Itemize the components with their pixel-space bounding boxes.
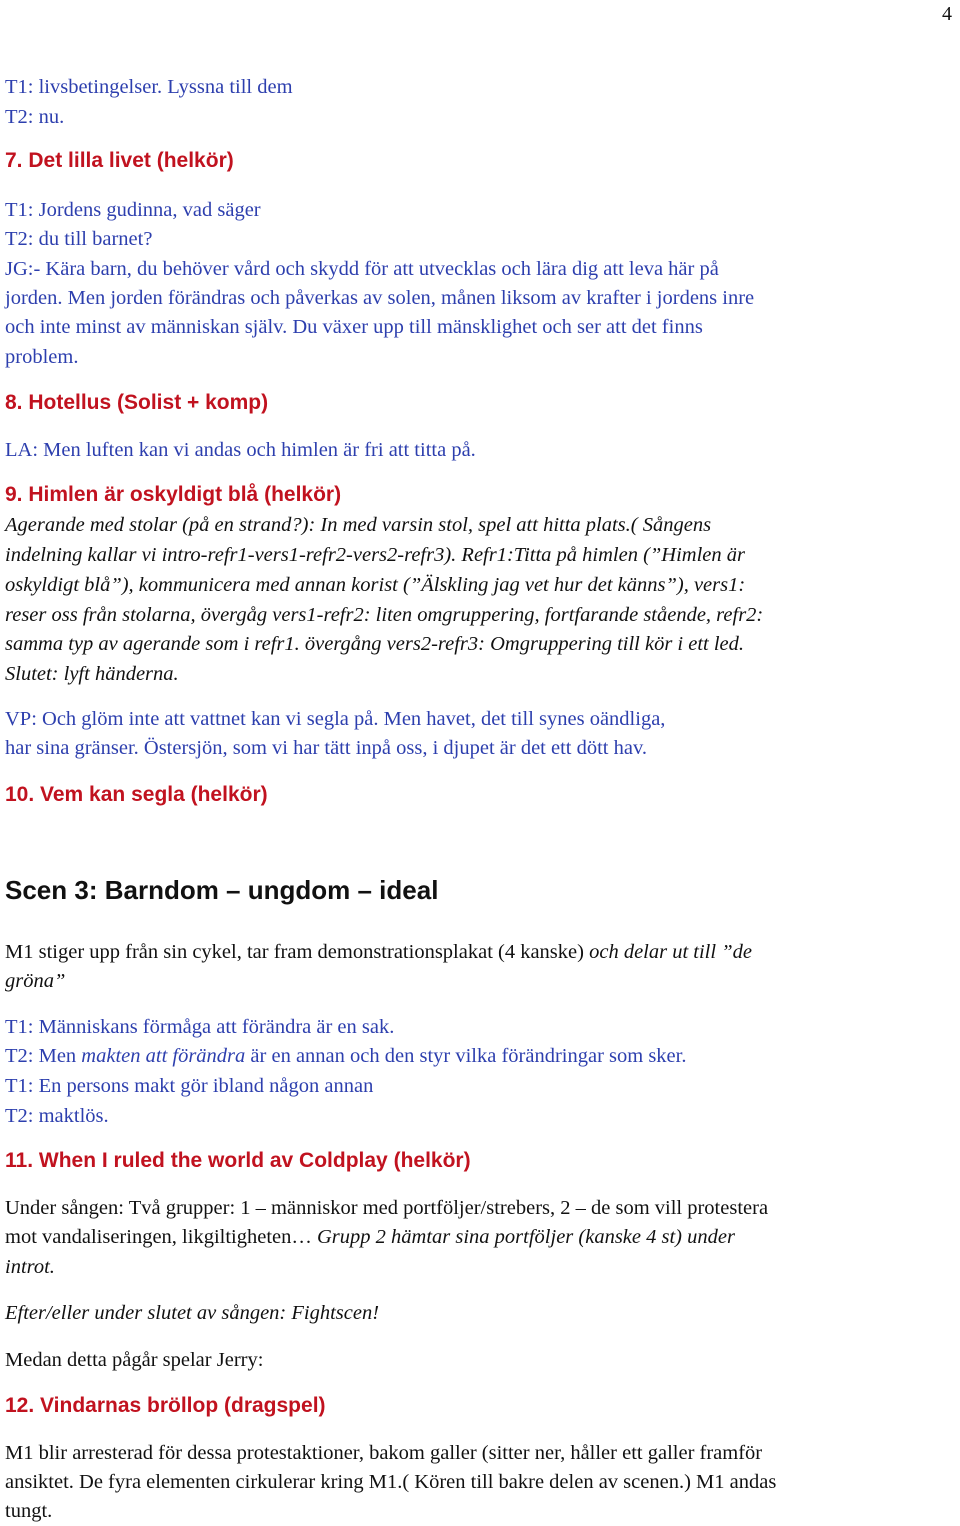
stage-direction-text: samma typ av agerande som i refr1. övergång vers2-refr3: Omgruppering till kör i ett led. [5, 633, 745, 655]
stage-direction [5, 661, 179, 687]
stage-direction: tungt. [5, 1500, 53, 1522]
dialogue-line: har sina gränser. Östersjön, som vi har tätt inpå oss, i djupet är det ett dött hav. [5, 737, 648, 759]
stage-direction [5, 512, 711, 538]
dialogue-line: LA: Men luften kan vi andas och himlen är fri att titta på. [5, 439, 476, 461]
stage-direction-text: reser oss från stolarna, övergåg vers1-refr2: liten omgruppering, fortfarande stående, refr2: [5, 604, 764, 626]
dialogue-line: T1: Jordens gudinna, vad säger [5, 199, 261, 221]
stage-direction: Medan detta pågår spelar Jerry: [5, 1349, 264, 1371]
stage-direction-text: Refr1:Titta på himlen (”Himlen är [461, 544, 745, 566]
stage-direction [5, 1254, 55, 1280]
stage-direction-text: gröna” [5, 970, 66, 992]
stage-direction [5, 602, 763, 628]
stage-direction-text: Grupp 2 hämtar sina portföljer (kanske 4 st) under [317, 1226, 735, 1248]
stage-direction [5, 542, 745, 568]
stage-direction [5, 1300, 379, 1326]
dialogue-line: T2: maktlös. [5, 1105, 109, 1127]
song-heading-9: 9. Himlen är oskyldigt blå (helkör) [5, 483, 342, 506]
stage-direction [5, 968, 65, 994]
dialogue-line: problem. [5, 346, 79, 368]
scene-title: Scen 3: Barndom – ungdom – ideal [5, 875, 439, 905]
dialogue-line: T1: En persons makt gör ibland någon annan [5, 1075, 374, 1097]
dialogue-line: och inte minst av människan själv. Du växer upp till mänsklighet och ser att det finns [5, 316, 703, 338]
stage-direction [5, 572, 745, 598]
dialogue-line: T1: livsbetingelser. Lyssna till dem [5, 76, 293, 98]
song-heading-7: 7. Det lilla livet (helkör) [5, 149, 234, 172]
dialogue-line [5, 1043, 686, 1069]
dialogue-line: jorden. Men jorden förändras och påverkas av solen, månen liksom av krafter i jordens inre [5, 287, 755, 309]
stage-direction-text: M1 stiger upp från sin cykel, tar fram demonstrationsplakat (4 kanske) [5, 941, 590, 963]
page-number: 4 [942, 3, 952, 25]
dialogue-line: T2: du till barnet? [5, 228, 153, 250]
stage-direction: M1 blir arresterad för dessa protestaktioner, bakom galler (sitter ner, håller ett galler framför [5, 1442, 763, 1464]
dialogue-line: T1: Människans förmåga att förändra är en sak. [5, 1016, 395, 1038]
stage-direction [5, 631, 744, 657]
stage-direction-text: oskyldigt blå”), kommunicera med annan korist (”Älskling jag vet hur det känns”), vers1: [5, 574, 746, 596]
stage-direction-text: Agerande med stolar (på en strand?): In med varsin stol, spel att hitta plats.( Sångens [5, 514, 712, 536]
stage-direction-text: Slutet: lyft händerna. [5, 663, 179, 685]
stage-direction-text: introt. [5, 1256, 55, 1278]
stage-direction [5, 1224, 735, 1250]
song-heading-11: 11. When I ruled the world av Coldplay (helkör) [5, 1149, 471, 1172]
dialogue-line: JG:- Kära barn, du behöver vård och skydd för att utvecklas och lära dig att leva här på [5, 258, 719, 280]
stage-direction-text: och delar ut till ”de [589, 941, 752, 963]
dialogue-text: är en annan och den styr vilka förändringar som sker. [245, 1045, 687, 1067]
stage-direction-text: Efter/eller under slutet av sången: Fightscen! [5, 1302, 380, 1324]
stage-direction-text: indelning kallar vi intro-refr1-vers1-refr2-vers2-refr3). [5, 544, 462, 566]
stage-direction [5, 939, 752, 965]
dialogue-text: T2: Men [5, 1045, 82, 1067]
stage-direction-text: mot vandaliseringen, likgiltigheten… [5, 1226, 317, 1248]
dialogue-line: VP: Och glöm inte att vattnet kan vi segla på. Men havet, det till synes oändliga, [5, 708, 666, 730]
dialogue-emphasis: makten att förändra [81, 1045, 246, 1067]
song-heading-8: 8. Hotellus (Solist + komp) [5, 391, 269, 414]
stage-direction: ansiktet. De fyra elementen cirkulerar kring M1.( Kören till bakre delen av scenen.) M1 andas [5, 1471, 777, 1493]
song-heading-10: 10. Vem kan segla (helkör) [5, 783, 268, 806]
song-heading-12: 12. Vindarnas bröllop (dragspel) [5, 1394, 326, 1417]
stage-direction: Under sången: Två grupper: 1 – människor med portföljer/strebers, 2 – de som vill protestera [5, 1197, 769, 1219]
dialogue-line: T2: nu. [5, 106, 65, 128]
